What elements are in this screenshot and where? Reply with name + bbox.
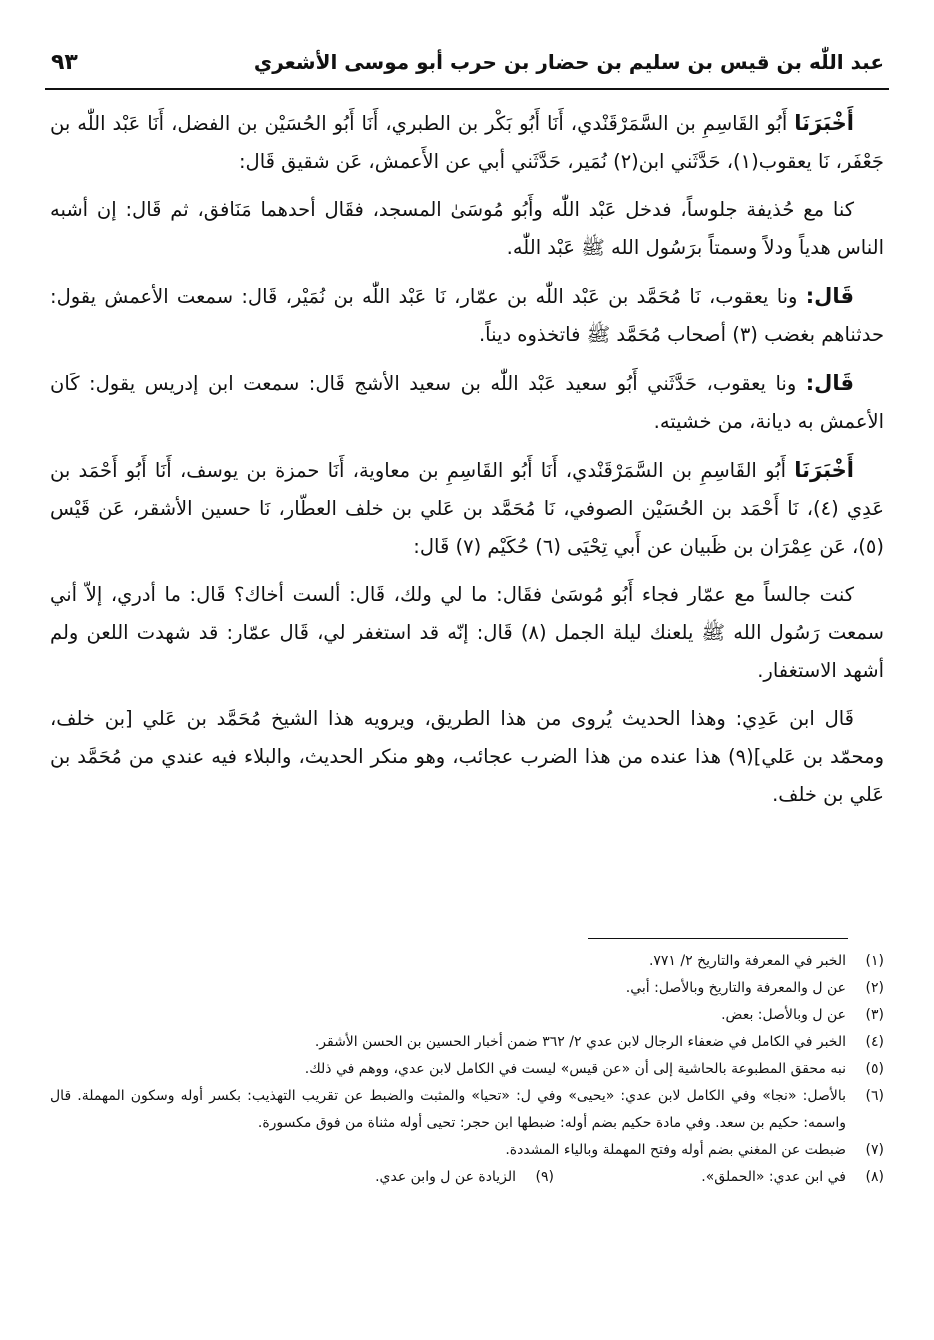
footnote-text: ضبطت عن المغني بضم أوله وفتح المهملة وبالياء المشددة. — [505, 1142, 846, 1158]
footnote — [50, 1137, 884, 1164]
paragraph-text: ونا يعقوب، حَدَّثَني أَبُو سعيد عَبْد اللّٰه بن سعيد الأشج قَال: سمعت ابن إدريس يقول: كَان الأعمش به ديانة، من خشيته. — [50, 372, 884, 433]
paragraph-lead: أَخْبَرَنَا — [794, 458, 854, 482]
footnote-text: الزيادة عن ل وابن عدي. — [375, 1169, 516, 1185]
footnote-text: عن ل والمعرفة والتاريخ وبالأصل: أبي. — [625, 980, 846, 996]
paragraph-2 — [50, 191, 884, 267]
paragraph-text: أَبُو القَاسِمِ بن السَّمَرْقَنْدي، أَنَا أَبُو بَكْر بن الطبري، أَنَا أَبُو الحُسَيْن بن الفضل، أَنَا عَبْد اللّٰه بن جَعْفَر، نَا يعقوب(١)، حَدَّثَني ابن(٢) نُمَير، حَدَّثَني أبي عن الأَعمش، عَن شقيق قَال: — [50, 112, 884, 173]
page-number: ٩٣ — [51, 50, 78, 75]
paragraph-1 — [50, 104, 884, 181]
footnote — [224, 1164, 554, 1191]
footnotes — [50, 948, 884, 1191]
footnote-number: (٨) — [865, 1169, 884, 1185]
paragraph-text: أَبُو القَاسِمِ بن السَّمَرْقَنْدي، أَنَا أَبُو القَاسِمِ بن معاوية، أَنَا حمزة بن يوسف، أَنَا أَبُو أَحْمَد بن عَدِي (٤)، نَا أَحْمَد بن الحُسَيْن الصوفي، نَا مُحَمَّد بن عَلي بن خلف العطّار، نَا حسين الأشقر، عَن قَيْس (٥)، عَن عِمْرَان بن ظَبيان عن أَبي تِحْيَى (٦) حُكَيْم (٧) قَال: — [50, 459, 884, 558]
footnote-text: بالأصل: «نجا» وفي الكامل لابن عدي: «يحيى» وفي ل: «تحيا» والمثبت والضبط عن تقريب التهذيب: بكسر أوله وسكون المهملة. قال واسمه: حكيم بن سعد. وفي مادة حكيم بضم أوله: ضبطها ابن حجر: تحيى أوله مثناة من فوق مكسورة. — [50, 1088, 846, 1131]
paragraph-7 — [50, 700, 884, 814]
footnote — [50, 975, 884, 1002]
footnote-number: (١) — [865, 953, 884, 969]
paragraph-6 — [50, 576, 884, 690]
paragraph-5 — [50, 451, 884, 566]
footnote-text: في ابن عدي: «الحملق». — [701, 1169, 846, 1185]
footnote — [50, 1029, 884, 1056]
paragraph-4 — [50, 364, 884, 441]
footnote — [50, 1083, 884, 1137]
footnote-number: (٥) — [865, 1061, 884, 1077]
footnote-divider — [588, 938, 848, 939]
paragraph-text: كنت جالساً مع عمّار فجاء أَبُو مُوسَىٰ فقَال: ما لي ولك، قَال: ألست أخاك؟ قَال: ما أدري، إلاّ أني سمعت رَسُول الله ﷺ يلعنك ليلة الجمل (٨) قَال: إنّه قد استغفر لي، قَال عمّار: قد شهدت اللعن ولم أشهد الاستغفار. — [50, 583, 884, 682]
footnote — [50, 948, 884, 975]
footnote-number: (٦) — [865, 1088, 884, 1104]
footnote-number: (٢) — [865, 980, 884, 996]
paragraph-lead: قَال: — [805, 284, 854, 308]
page-header — [45, 42, 889, 90]
paragraph-text: ونا يعقوب، نَا مُحَمَّد بن عَبْد اللّٰه بن عمّار، نَا عَبْد اللّٰه بن نُمَيْر، قَال: سمعت الأعمش يقول: حدثناهم بغضب (٣) أصحاب مُحَمَّد ﷺ فاتخذوه ديناً. — [50, 285, 884, 346]
footnote-text: الخبر في المعرفة والتاريخ ٢/ ٧٧١. — [648, 953, 846, 969]
paragraph-lead: قَال: — [805, 371, 854, 395]
footnote-pair — [50, 1164, 884, 1191]
footnote — [554, 1164, 884, 1191]
footnote-number: (٧) — [865, 1142, 884, 1158]
paragraph-text: قَال ابن عَدِي: وهذا الحديث يُروى من هذا الطريق، ويرويه هذا الشيخ مُحَمَّد بن عَلي [بن خلف، ومحمّد بن عَلي](٩) هذا عنده من هذا الضرب عجائب، وهو منكر الحديث، والبلاء فيه عندي من مُحَمَّد بن عَلي بن خلف. — [50, 707, 884, 806]
footnote — [50, 1002, 884, 1029]
footnote-number: (٩) — [535, 1169, 554, 1185]
running-title: عبد اللّٰه بن قيس بن سليم بن حضار بن حرب أبو موسى الأشعري — [253, 50, 884, 74]
paragraph-lead: أَخْبَرَنَا — [794, 111, 854, 135]
paragraph-3 — [50, 277, 884, 354]
footnote — [50, 1056, 884, 1083]
footnote-number: (٤) — [865, 1034, 884, 1050]
footnote-text: الخبر في الكامل في ضعفاء الرجال لابن عدي ٢/ ٣٦٢ ضمن أخبار الحسين بن الحسن الأشقر. — [314, 1034, 846, 1050]
main-text — [50, 104, 884, 824]
footnote-number: (٣) — [865, 1007, 884, 1023]
paragraph-text: كنا مع حُذيفة جلوساً، فدخل عَبْد اللّٰه وأَبُو مُوسَىٰ المسجد، فقَال أحدهما مَنَافق، ثم قَال: إن أشبه الناس هدياً ودلاً وسمتاً برَسُول الله ﷺ عَبْد اللّٰه. — [50, 198, 884, 259]
footnote-text: نبه محقق المطبوعة بالحاشية إلى أن «عن قيس» ليست في الكامل لابن عدي، ووهم في ذلك. — [304, 1061, 846, 1077]
footnote-text: عن ل وبالأصل: بعض. — [721, 1007, 846, 1023]
